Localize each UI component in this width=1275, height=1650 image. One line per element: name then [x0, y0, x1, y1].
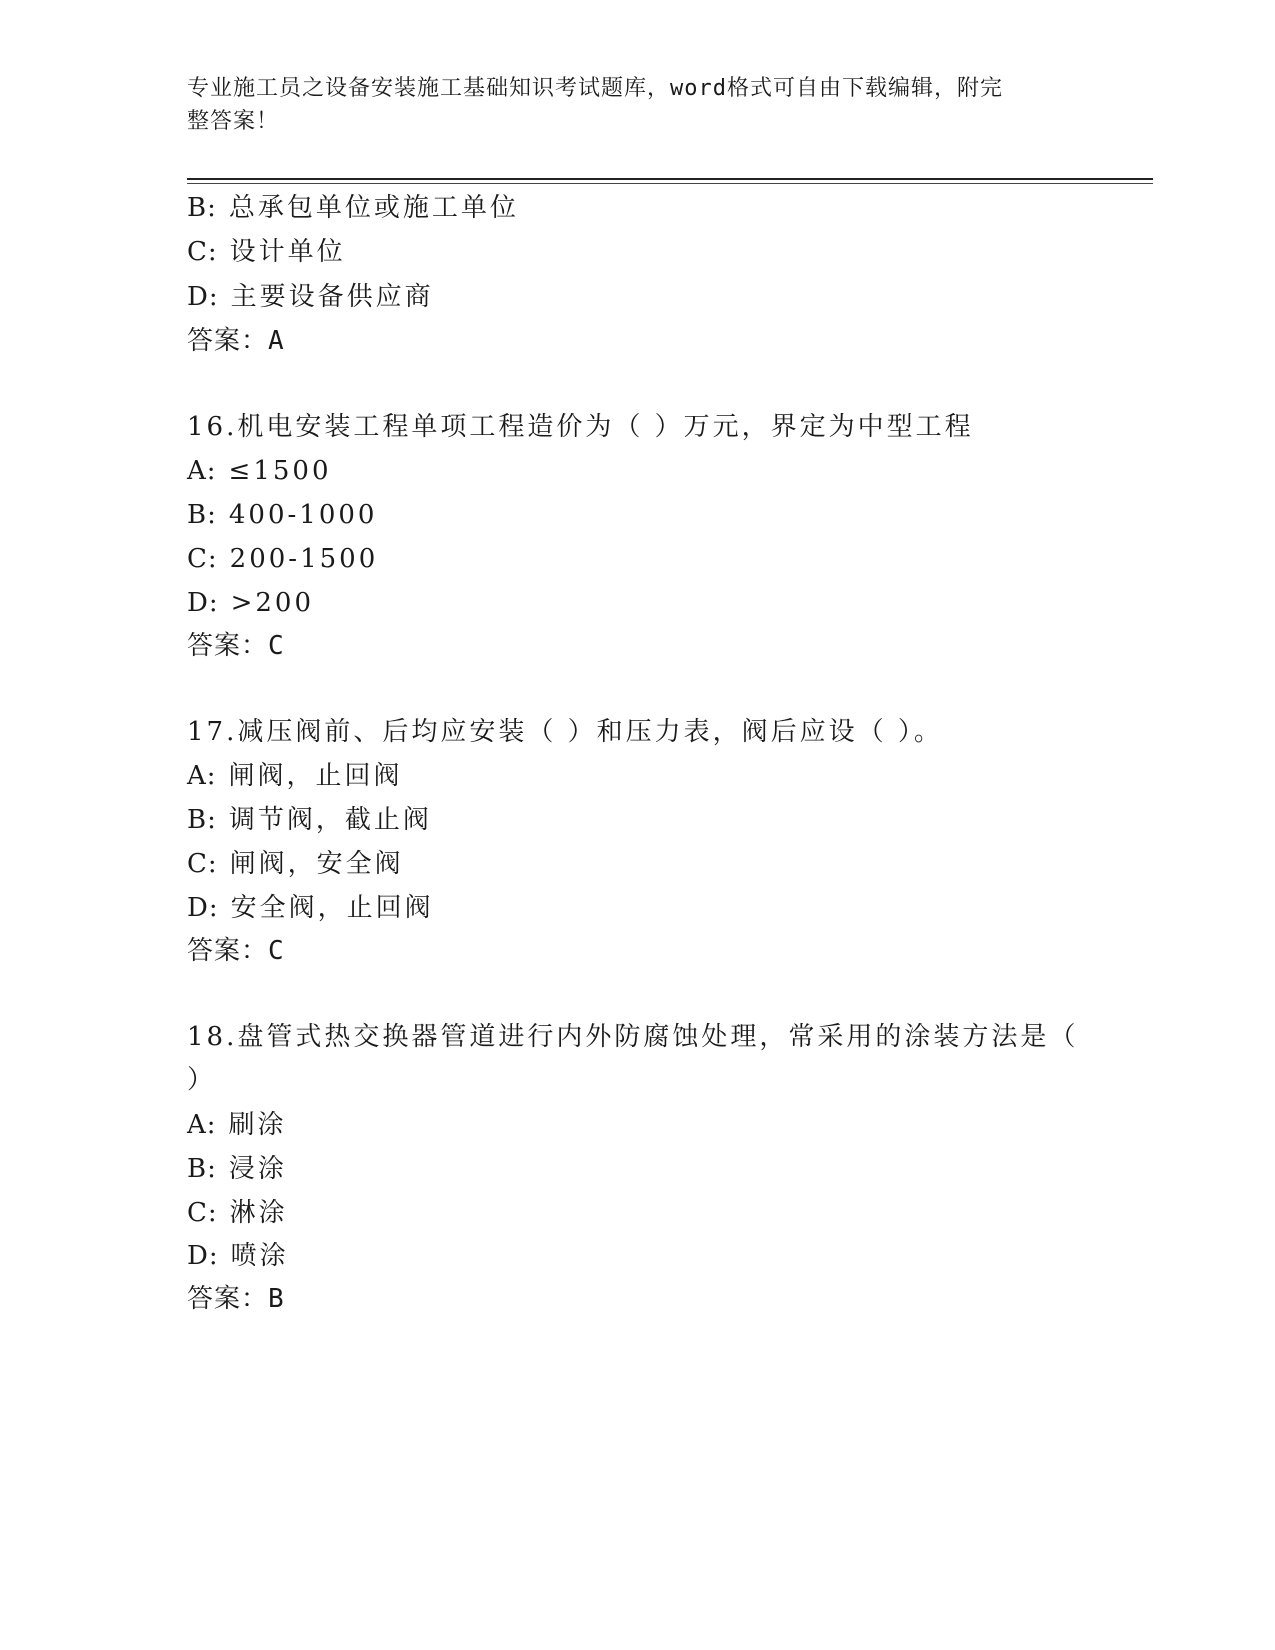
answer-label: 答案：	[187, 936, 269, 966]
option-text: 200-1500	[229, 544, 379, 574]
q17-option-c	[187, 847, 404, 881]
q17-option-b	[187, 803, 432, 837]
option-text: 总承包单位或施工单位	[228, 193, 519, 223]
answer-label: 答案：	[187, 326, 269, 356]
answer-value: C	[268, 631, 285, 661]
q16-option-a	[187, 454, 332, 488]
option-label: C:	[187, 1198, 218, 1228]
header-line-1: 专业施工员之设备安装施工基础知识考试题库，word格式可自由下载编辑，附完	[187, 76, 1003, 101]
answer-label: 答案：	[187, 1284, 269, 1314]
option-text: 喷涂	[230, 1241, 289, 1271]
option-text: 主要设备供应商	[230, 282, 434, 312]
answer-value: B	[268, 1284, 285, 1314]
q15-option-c	[187, 235, 346, 269]
q18-question-line-2: ）	[187, 1065, 217, 1095]
option-text: 淋涂	[229, 1198, 288, 1228]
q18-question-line-1: 18.盘管式热交换器管道进行内外防腐蚀处理，常采用的涂装方法是（	[187, 1022, 1079, 1052]
answer-value: C	[268, 936, 285, 966]
option-label: A:	[187, 761, 217, 791]
option-label: D:	[187, 893, 219, 923]
q17-option-d	[187, 891, 434, 925]
option-label: B:	[187, 500, 217, 530]
header-divider-thick	[187, 178, 1153, 180]
option-text: 闸阀，止回阀	[228, 761, 403, 791]
q15-option-b	[187, 191, 519, 225]
header-divider-thin	[187, 183, 1153, 184]
q16-answer	[187, 629, 285, 663]
option-label: B:	[187, 1154, 217, 1184]
q16-option-c	[187, 542, 378, 576]
q18-option-a	[187, 1108, 287, 1142]
q16-question: 16.机电安装工程单项工程造价为（ ）万元，界定为中型工程	[187, 412, 974, 442]
answer-value: A	[268, 326, 285, 356]
option-label: B:	[187, 193, 217, 223]
q16-option-b	[187, 498, 377, 532]
q17-question: 17.减压阀前、后均应安装（ ）和压力表，阀后应设（ ）。	[187, 717, 943, 747]
option-label: D:	[187, 588, 219, 618]
q18-option-d	[187, 1239, 289, 1273]
option-label: C:	[187, 849, 218, 879]
option-text: >200	[230, 588, 315, 618]
option-text: 刷涂	[228, 1110, 287, 1140]
q17-option-a	[187, 759, 403, 793]
q15-option-d	[187, 280, 434, 314]
option-label: A:	[187, 1110, 217, 1140]
q16-option-d	[187, 586, 314, 620]
option-text: 设计单位	[229, 237, 346, 267]
option-label: C:	[187, 544, 218, 574]
header-line-2: 整答案！	[187, 109, 280, 134]
option-text: 调节阀，截止阀	[228, 805, 432, 835]
option-label: C:	[187, 237, 218, 267]
document-header	[187, 72, 1067, 138]
q18-option-c	[187, 1196, 288, 1230]
q17-answer	[187, 934, 285, 968]
answer-label: 答案：	[187, 631, 269, 661]
q18-answer	[187, 1282, 285, 1316]
option-label: A:	[187, 456, 217, 486]
option-text: 安全阀，止回阀	[230, 893, 434, 923]
q15-answer	[187, 324, 285, 358]
option-text: 400-1000	[228, 500, 378, 530]
option-text: ≤1500	[228, 456, 332, 486]
option-text: 闸阀，安全阀	[229, 849, 404, 879]
option-label: D:	[187, 1241, 219, 1271]
option-label: D:	[187, 282, 219, 312]
q18-option-b	[187, 1152, 287, 1186]
option-text: 浸涂	[228, 1154, 287, 1184]
option-label: B:	[187, 805, 217, 835]
